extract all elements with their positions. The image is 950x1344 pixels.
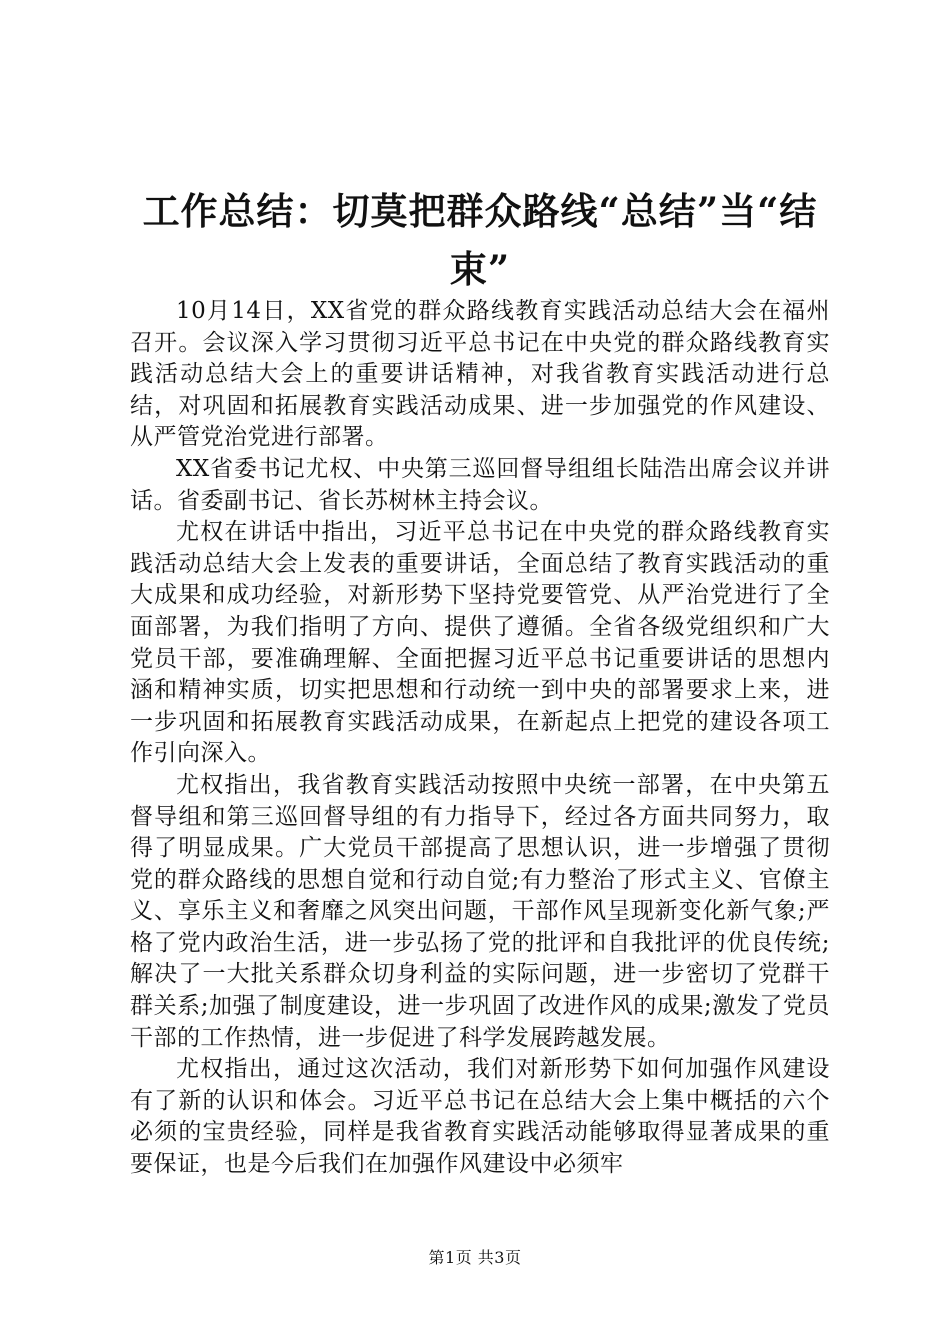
- document-body: [130, 296, 830, 1181]
- paragraph-5: 尤权指出，通过这次活动，我们对新形势下如何加强作风建设有了新的认识和体会。习近平总书记在总结大会上集中概括的六个必须的宝贵经验，同样是我省教育实践活动能够取得显著成果的重要保证，也是今后我们在加强作风建设中必须牢: [130, 1056, 830, 1178]
- paragraph-1: 10月14日，XX省党的群众路线教育实践活动总结大会在福州召开。会议深入学习贯彻习近平总书记在中央党的群众路线教育实践活动总结大会上的重要讲话精神，对我省教育实践活动进行总结，对巩固和拓展教育实践活动成果、进一步加强党的作风建设、从严管党治党进行部署。: [130, 298, 830, 451]
- page-footer: 第1页 共3页: [428, 1248, 522, 1267]
- document-title: 工作总结：切莫把群众路线“总结”当“结束”: [142, 189, 818, 291]
- paragraph-4: 尤权指出，我省教育实践活动按照中央统一部署，在中央第五督导组和第三巡回督导组的有力指导下，经过各方面共同努力，取得了明显成果。广大党员干部提高了思想认识，进一步增强了贯彻党的群众路线的思想自觉和行动自觉;有力整治了形式主义、官僚主义、享乐主义和奢靡之风突出问题，干部作风呈现新变化新气象;严格了党内政治生活，进一步弘扬了党的批评和自我批评的优良传统;解决了一大批关系群众切身利益的实际问题，进一步密切了党群干群关系;加强了制度建设，进一步巩固了改进作风的成果;激发了党员干部的工作热情，进一步促进了科学发展跨越发展。: [130, 771, 830, 1051]
- paragraph-3: 尤权在讲话中指出，习近平总书记在中央党的群众路线教育实践活动总结大会上发表的重要讲话，全面总结了教育实践活动的重大成果和成功经验，对新形势下坚持党要管党、从严治党进行了全面部署，为我们指明了方向、提供了遵循。全省各级党组织和广大党员干部，要准确理解、全面把握习近平总书记重要讲话的思想内涵和精神实质，切实把思想和行动统一到中央的部署要求上来，进一步巩固和拓展教育实践活动成果，在新起点上把党的建设各项工作引向深入。: [130, 519, 830, 767]
- paragraph-2: XX省委书记尤权、中央第三巡回督导组组长陆浩出席会议并讲话。省委副书记、省长苏树林主持会议。: [130, 455, 830, 514]
